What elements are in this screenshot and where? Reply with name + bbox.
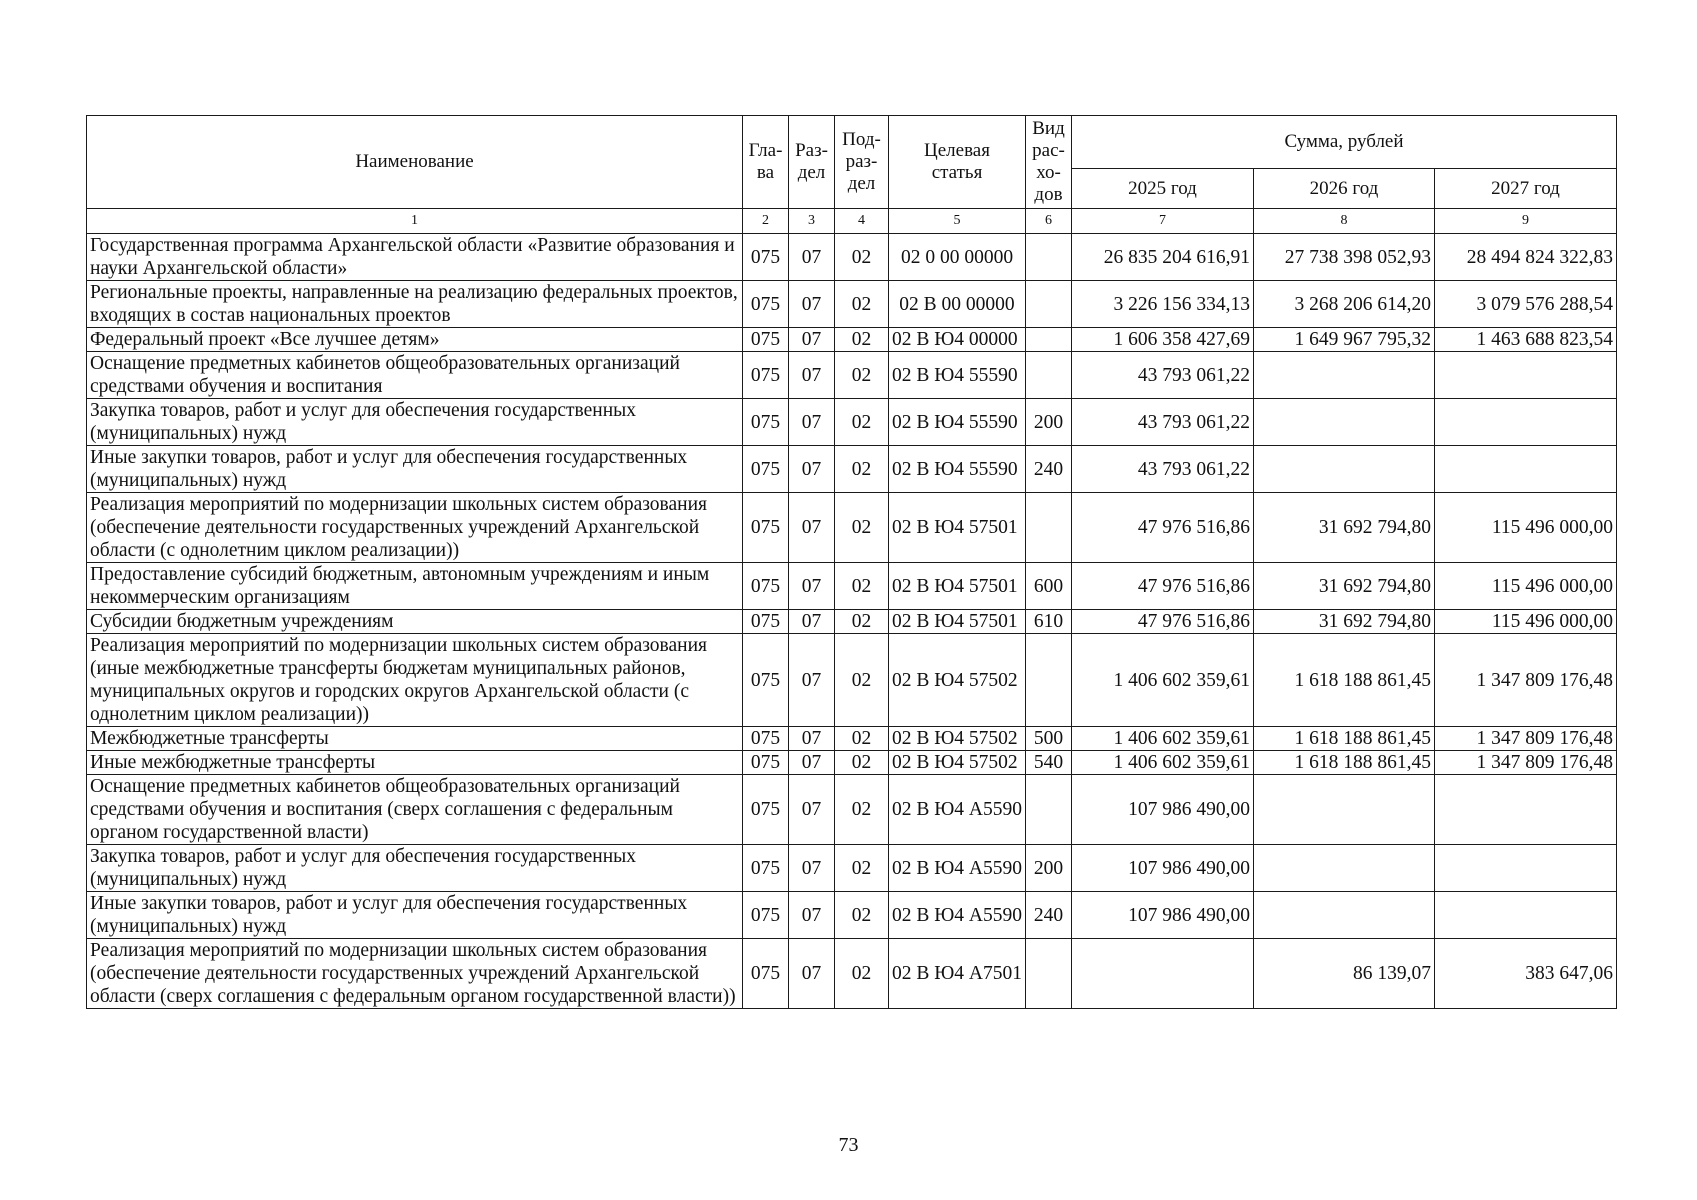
column-number: 9 (1435, 209, 1617, 234)
cell-target-article: 02 В Ю4 А7501 (889, 939, 1026, 1009)
table-row (87, 352, 1617, 399)
table-row (87, 399, 1617, 446)
cell-name: Межбюджетные трансферты (87, 727, 743, 751)
header-name: Наименование (87, 116, 743, 209)
cell-section: 07 (789, 892, 835, 939)
cell-section: 07 (789, 939, 835, 1009)
cell-amount-2025: 43 793 061,22 (1072, 399, 1254, 446)
cell-subsection: 02 (835, 939, 889, 1009)
cell-name: Реализация мероприятий по модернизации школьных систем образования (обеспечение деятельности государственных учреждений Архангельской области (с однолетним циклом реализации)) (87, 493, 743, 563)
cell-name: Субсидии бюджетным учреждениям (87, 610, 743, 634)
cell-chapter: 075 (743, 727, 789, 751)
cell-section: 07 (789, 446, 835, 493)
cell-amount-2025: 107 986 490,00 (1072, 892, 1254, 939)
cell-section: 07 (789, 610, 835, 634)
cell-subsection: 02 (835, 399, 889, 446)
cell-section: 07 (789, 775, 835, 845)
table-row (87, 634, 1617, 727)
table-row (87, 845, 1617, 892)
cell-chapter: 075 (743, 399, 789, 446)
cell-expense-kind: 240 (1026, 892, 1072, 939)
header-kind: Вид рас- хо- дов (1026, 116, 1072, 209)
cell-name: Реализация мероприятий по модернизации школьных систем образования (обеспечение деятельности государственных учреждений Архангельской области (сверх соглашения с федеральным органом государственной власти)) (87, 939, 743, 1009)
cell-target-article: 02 В Ю4 А5590 (889, 892, 1026, 939)
cell-amount-2026 (1254, 399, 1435, 446)
cell-chapter: 075 (743, 939, 789, 1009)
cell-amount-2025: 47 976 516,86 (1072, 493, 1254, 563)
cell-amount-2027: 1 347 809 176,48 (1435, 751, 1617, 775)
cell-amount-2026 (1254, 446, 1435, 493)
cell-expense-kind (1026, 493, 1072, 563)
cell-chapter: 075 (743, 493, 789, 563)
cell-subsection: 02 (835, 563, 889, 610)
cell-amount-2025: 107 986 490,00 (1072, 845, 1254, 892)
cell-subsection: 02 (835, 634, 889, 727)
cell-amount-2025: 1 406 602 359,61 (1072, 634, 1254, 727)
cell-subsection: 02 (835, 234, 889, 281)
cell-target-article: 02 В Ю4 00000 (889, 328, 1026, 352)
cell-section: 07 (789, 493, 835, 563)
column-number: 4 (835, 209, 889, 234)
cell-subsection: 02 (835, 352, 889, 399)
cell-name: Иные закупки товаров, работ и услуг для обеспечения государственных (муниципальных) нужд (87, 892, 743, 939)
cell-subsection: 02 (835, 845, 889, 892)
cell-amount-2025: 3 226 156 334,13 (1072, 281, 1254, 328)
cell-amount-2026: 1 618 188 861,45 (1254, 751, 1435, 775)
header-target: Целевая статья (889, 116, 1026, 209)
cell-amount-2026: 1 618 188 861,45 (1254, 634, 1435, 727)
cell-amount-2026: 86 139,07 (1254, 939, 1435, 1009)
cell-amount-2027: 115 496 000,00 (1435, 563, 1617, 610)
cell-name: Закупка товаров, работ и услуг для обеспечения государственных (муниципальных) нужд (87, 845, 743, 892)
column-number: 1 (87, 209, 743, 234)
cell-expense-kind: 500 (1026, 727, 1072, 751)
cell-expense-kind: 540 (1026, 751, 1072, 775)
cell-amount-2027 (1435, 892, 1617, 939)
cell-target-article: 02 В Ю4 57502 (889, 727, 1026, 751)
cell-expense-kind: 200 (1026, 399, 1072, 446)
cell-subsection: 02 (835, 281, 889, 328)
cell-section: 07 (789, 845, 835, 892)
cell-expense-kind (1026, 775, 1072, 845)
cell-expense-kind (1026, 352, 1072, 399)
cell-chapter: 075 (743, 563, 789, 610)
cell-amount-2026: 1 649 967 795,32 (1254, 328, 1435, 352)
column-number: 5 (889, 209, 1026, 234)
cell-name: Предоставление субсидий бюджетным, автономным учреждениям и иным некоммерческим организациям (87, 563, 743, 610)
cell-amount-2026: 31 692 794,80 (1254, 493, 1435, 563)
cell-target-article: 02 В Ю4 57502 (889, 751, 1026, 775)
cell-amount-2027: 383 647,06 (1435, 939, 1617, 1009)
cell-subsection: 02 (835, 892, 889, 939)
cell-amount-2027 (1435, 399, 1617, 446)
cell-target-article: 02 В Ю4 55590 (889, 352, 1026, 399)
cell-amount-2026: 27 738 398 052,93 (1254, 234, 1435, 281)
cell-chapter: 075 (743, 234, 789, 281)
cell-chapter: 075 (743, 352, 789, 399)
cell-amount-2027: 1 347 809 176,48 (1435, 634, 1617, 727)
cell-target-article: 02 В Ю4 57501 (889, 610, 1026, 634)
cell-name: Закупка товаров, работ и услуг для обеспечения государственных (муниципальных) нужд (87, 399, 743, 446)
cell-section: 07 (789, 352, 835, 399)
cell-target-article: 02 В Ю4 55590 (889, 399, 1026, 446)
cell-amount-2027: 28 494 824 322,83 (1435, 234, 1617, 281)
cell-target-article: 02 0 00 00000 (889, 234, 1026, 281)
cell-amount-2026 (1254, 845, 1435, 892)
cell-amount-2027 (1435, 775, 1617, 845)
budget-document (86, 115, 1616, 1009)
cell-name: Региональные проекты, направленные на реализацию федеральных проектов, входящих в состав национальных проектов (87, 281, 743, 328)
header-subsection: Под- раз- дел (835, 116, 889, 209)
table-row (87, 563, 1617, 610)
cell-amount-2027 (1435, 352, 1617, 399)
cell-section: 07 (789, 281, 835, 328)
cell-expense-kind: 240 (1026, 446, 1072, 493)
cell-subsection: 02 (835, 446, 889, 493)
header-sum: Сумма, рублей (1072, 116, 1617, 169)
cell-amount-2025: 47 976 516,86 (1072, 563, 1254, 610)
cell-section: 07 (789, 399, 835, 446)
cell-amount-2025 (1072, 939, 1254, 1009)
cell-amount-2027: 115 496 000,00 (1435, 610, 1617, 634)
table-row (87, 328, 1617, 352)
cell-chapter: 075 (743, 892, 789, 939)
cell-target-article: 02 В Ю4 А5590 (889, 845, 1026, 892)
cell-subsection: 02 (835, 751, 889, 775)
cell-amount-2026 (1254, 892, 1435, 939)
cell-target-article: 02 В Ю4 57502 (889, 634, 1026, 727)
cell-chapter: 075 (743, 446, 789, 493)
cell-amount-2027: 1 463 688 823,54 (1435, 328, 1617, 352)
cell-expense-kind (1026, 328, 1072, 352)
cell-target-article: 02 В 00 00000 (889, 281, 1026, 328)
header-chapter: Гла- ва (743, 116, 789, 209)
cell-section: 07 (789, 634, 835, 727)
table-row (87, 281, 1617, 328)
cell-target-article: 02 В Ю4 57501 (889, 563, 1026, 610)
cell-chapter: 075 (743, 775, 789, 845)
cell-name: Иные закупки товаров, работ и услуг для обеспечения государственных (муниципальных) нужд (87, 446, 743, 493)
table-row (87, 493, 1617, 563)
budget-table (86, 115, 1617, 1009)
cell-amount-2025: 1 406 602 359,61 (1072, 751, 1254, 775)
cell-target-article: 02 В Ю4 55590 (889, 446, 1026, 493)
header-section: Раз- дел (789, 116, 835, 209)
table-row (87, 751, 1617, 775)
cell-amount-2025: 26 835 204 616,91 (1072, 234, 1254, 281)
cell-chapter: 075 (743, 751, 789, 775)
cell-section: 07 (789, 563, 835, 610)
cell-expense-kind (1026, 281, 1072, 328)
table-row (87, 892, 1617, 939)
table-row (87, 939, 1617, 1009)
cell-amount-2026 (1254, 352, 1435, 399)
cell-amount-2025: 47 976 516,86 (1072, 610, 1254, 634)
cell-amount-2025: 43 793 061,22 (1072, 352, 1254, 399)
cell-amount-2027: 1 347 809 176,48 (1435, 727, 1617, 751)
page-number: 73 (838, 1134, 859, 1156)
column-number: 3 (789, 209, 835, 234)
column-number: 2 (743, 209, 789, 234)
cell-amount-2025: 1 406 602 359,61 (1072, 727, 1254, 751)
cell-amount-2026: 31 692 794,80 (1254, 563, 1435, 610)
cell-section: 07 (789, 751, 835, 775)
cell-expense-kind (1026, 634, 1072, 727)
cell-amount-2027 (1435, 446, 1617, 493)
cell-expense-kind: 610 (1026, 610, 1072, 634)
cell-chapter: 075 (743, 610, 789, 634)
cell-amount-2025: 43 793 061,22 (1072, 446, 1254, 493)
cell-amount-2026: 1 618 188 861,45 (1254, 727, 1435, 751)
cell-expense-kind (1026, 234, 1072, 281)
cell-target-article: 02 В Ю4 А5590 (889, 775, 1026, 845)
cell-subsection: 02 (835, 775, 889, 845)
cell-section: 07 (789, 328, 835, 352)
header-year-2027: 2027 год (1435, 169, 1617, 209)
cell-name: Государственная программа Архангельской области «Развитие образования и науки Архангельской области» (87, 234, 743, 281)
cell-subsection: 02 (835, 610, 889, 634)
cell-subsection: 02 (835, 493, 889, 563)
cell-name: Оснащение предметных кабинетов общеобразовательных организаций средствами обучения и воспитания (сверх соглашения с федеральным органом государственной власти) (87, 775, 743, 845)
cell-expense-kind: 600 (1026, 563, 1072, 610)
cell-amount-2027 (1435, 845, 1617, 892)
cell-name: Федеральный проект «Все лучшее детям» (87, 328, 743, 352)
cell-chapter: 075 (743, 328, 789, 352)
header-year-2025: 2025 год (1072, 169, 1254, 209)
cell-chapter: 075 (743, 281, 789, 328)
cell-amount-2026: 3 268 206 614,20 (1254, 281, 1435, 328)
cell-section: 07 (789, 727, 835, 751)
cell-chapter: 075 (743, 845, 789, 892)
cell-expense-kind: 200 (1026, 845, 1072, 892)
cell-amount-2027: 3 079 576 288,54 (1435, 281, 1617, 328)
column-number-row (87, 209, 1617, 234)
cell-expense-kind (1026, 939, 1072, 1009)
header-year-2026: 2026 год (1254, 169, 1435, 209)
column-number: 8 (1254, 209, 1435, 234)
cell-name: Реализация мероприятий по модернизации школьных систем образования (иные межбюджетные трансферты бюджетам муниципальных районов, муниципальных округов и городских округов Архангельской области (с однолетним циклом реализации)) (87, 634, 743, 727)
cell-subsection: 02 (835, 328, 889, 352)
cell-amount-2025: 107 986 490,00 (1072, 775, 1254, 845)
column-number: 7 (1072, 209, 1254, 234)
table-row (87, 234, 1617, 281)
cell-name: Иные межбюджетные трансферты (87, 751, 743, 775)
table-row (87, 727, 1617, 751)
cell-amount-2027: 115 496 000,00 (1435, 493, 1617, 563)
cell-amount-2026: 31 692 794,80 (1254, 610, 1435, 634)
cell-chapter: 075 (743, 634, 789, 727)
cell-amount-2025: 1 606 358 427,69 (1072, 328, 1254, 352)
cell-amount-2026 (1254, 775, 1435, 845)
header-row-top (87, 116, 1617, 169)
table-row (87, 775, 1617, 845)
cell-target-article: 02 В Ю4 57501 (889, 493, 1026, 563)
cell-subsection: 02 (835, 727, 889, 751)
table-row (87, 610, 1617, 634)
table-row (87, 446, 1617, 493)
cell-name: Оснащение предметных кабинетов общеобразовательных организаций средствами обучения и воспитания (87, 352, 743, 399)
cell-section: 07 (789, 234, 835, 281)
column-number: 6 (1026, 209, 1072, 234)
